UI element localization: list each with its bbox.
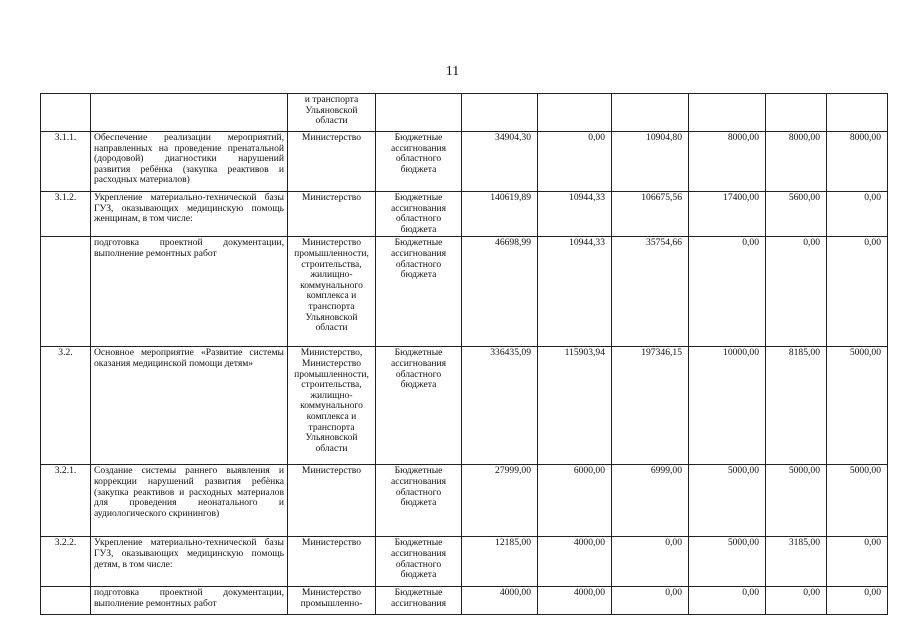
funding-source-cell: Бюджетные ассигнования областного бюджета — [376, 237, 462, 347]
row-index-cell: 3.2. — [41, 347, 91, 465]
executor-cell: Министерство промышленно- — [288, 587, 376, 615]
amount-cell: 5600,00 — [766, 192, 827, 237]
amount-cell: 0,00 — [827, 537, 888, 587]
amount-cell: 140619,89 — [462, 192, 538, 237]
activity-description-cell: Создание системы раннего выявления и коррекции нарушений развития ребёнка (закупка реактивов и расходных материалов для проведения неонатального и аудиологического скринингов) — [91, 465, 288, 537]
amount-cell: 0,00 — [689, 587, 766, 615]
table-row — [41, 347, 888, 465]
executor-cell: Министерство — [288, 132, 376, 192]
row-index-cell — [41, 94, 91, 132]
executor-cell: Министерство — [288, 192, 376, 237]
amount-cell: 0,00 — [827, 237, 888, 347]
amount-cell: 336435,09 — [462, 347, 538, 465]
activity-description-cell: подготовка проектной документации, выполнение ремонтных работ — [91, 237, 288, 347]
funding-source-cell — [376, 94, 462, 132]
amount-cell: 5000,00 — [827, 465, 888, 537]
table-row — [41, 192, 888, 237]
amount-cell: 10944,33 — [538, 237, 612, 347]
amount-cell: 3185,00 — [766, 537, 827, 587]
table-row — [41, 587, 888, 615]
amount-cell: 46698,99 — [462, 237, 538, 347]
amount-cell: 0,00 — [538, 132, 612, 192]
amount-cell — [612, 94, 689, 132]
amount-cell: 10944,33 — [538, 192, 612, 237]
amount-cell: 0,00 — [766, 237, 827, 347]
amount-cell: 27999,00 — [462, 465, 538, 537]
amount-cell: 4000,00 — [538, 537, 612, 587]
amount-cell: 6999,00 — [612, 465, 689, 537]
amount-cell: 5000,00 — [827, 347, 888, 465]
funding-source-cell: Бюджетные ассигнования областного бюджета — [376, 537, 462, 587]
activity-description-cell: подготовка проектной документации, выполнение ремонтных работ — [91, 587, 288, 615]
amount-cell: 8000,00 — [689, 132, 766, 192]
amount-cell: 5000,00 — [766, 465, 827, 537]
page-number: 11 — [445, 64, 460, 79]
executor-cell: и транспорта Ульяновской области — [288, 94, 376, 132]
executor-cell: Министерство промышленности, строительства, жилищно-коммунального комплекса и транспорта Ульяновской области — [288, 237, 376, 347]
amount-cell: 5000,00 — [689, 465, 766, 537]
amount-cell: 0,00 — [827, 587, 888, 615]
executor-cell: Министерство, Министерство промышленности, строительства, жилищно-коммунального комплекса и транспорта Ульяновской области — [288, 347, 376, 465]
funding-source-cell: Бюджетные ассигнования — [376, 587, 462, 615]
executor-cell: Министерство — [288, 537, 376, 587]
amount-cell: 4000,00 — [538, 587, 612, 615]
activity-description-cell: Укрепление материально-технической базы ГУЗ, оказывающих медицинскую помощь детям, в том числе: — [91, 537, 288, 587]
row-index-cell — [41, 237, 91, 347]
amount-cell: 8000,00 — [827, 132, 888, 192]
table-row — [41, 132, 888, 192]
amount-cell: 197346,15 — [612, 347, 689, 465]
funding-source-cell: Бюджетные ассигнования областного бюджета — [376, 192, 462, 237]
table-row — [41, 94, 888, 132]
row-index-cell — [41, 587, 91, 615]
table-row — [41, 465, 888, 537]
amount-cell: 8185,00 — [766, 347, 827, 465]
amount-cell — [538, 94, 612, 132]
funding-source-cell: Бюджетные ассигнования областного бюджета — [376, 347, 462, 465]
amount-cell: 34904,30 — [462, 132, 538, 192]
amount-cell: 12185,00 — [462, 537, 538, 587]
row-index-cell: 3.1.2. — [41, 192, 91, 237]
amount-cell: 106675,56 — [612, 192, 689, 237]
amount-cell — [462, 94, 538, 132]
amount-cell: 10904,80 — [612, 132, 689, 192]
amount-cell — [827, 94, 888, 132]
amount-cell: 0,00 — [612, 537, 689, 587]
table-body — [41, 94, 888, 615]
amount-cell: 17400,00 — [689, 192, 766, 237]
activity-description-cell: Укрепление материально-технической базы ГУЗ, оказывающих медицинскую помощь женщинам, в том числе: — [91, 192, 288, 237]
amount-cell: 10000,00 — [689, 347, 766, 465]
amount-cell: 5000,00 — [689, 537, 766, 587]
amount-cell: 8000,00 — [766, 132, 827, 192]
amount-cell: 4000,00 — [462, 587, 538, 615]
table-row — [41, 237, 888, 347]
activity-description-cell: Обеспечение реализации мероприятий, направленных на проведение пренатальной (дородовой) диагностики нарушений развития ребёнка (закупка реактивов и расходных материалов) — [91, 132, 288, 192]
amount-cell — [689, 94, 766, 132]
activity-description-cell: Основное мероприятие «Развитие системы оказания медицинской помощи детям» — [91, 347, 288, 465]
amount-cell: 6000,00 — [538, 465, 612, 537]
funding-source-cell: Бюджетные ассигнования областного бюджета — [376, 132, 462, 192]
row-index-cell: 3.2.1. — [41, 465, 91, 537]
amount-cell — [766, 94, 827, 132]
executor-cell: Министерство — [288, 465, 376, 537]
amount-cell: 0,00 — [612, 587, 689, 615]
row-index-cell: 3.2.2. — [41, 537, 91, 587]
activity-description-cell — [91, 94, 288, 132]
amount-cell: 35754,66 — [612, 237, 689, 347]
funding-source-cell: Бюджетные ассигнования областного бюджета — [376, 465, 462, 537]
amount-cell: 0,00 — [689, 237, 766, 347]
row-index-cell: 3.1.1. — [41, 132, 91, 192]
amount-cell: 0,00 — [827, 192, 888, 237]
amount-cell: 0,00 — [766, 587, 827, 615]
table-row — [41, 537, 888, 587]
amount-cell: 115903,94 — [538, 347, 612, 465]
budget-table — [40, 93, 888, 615]
